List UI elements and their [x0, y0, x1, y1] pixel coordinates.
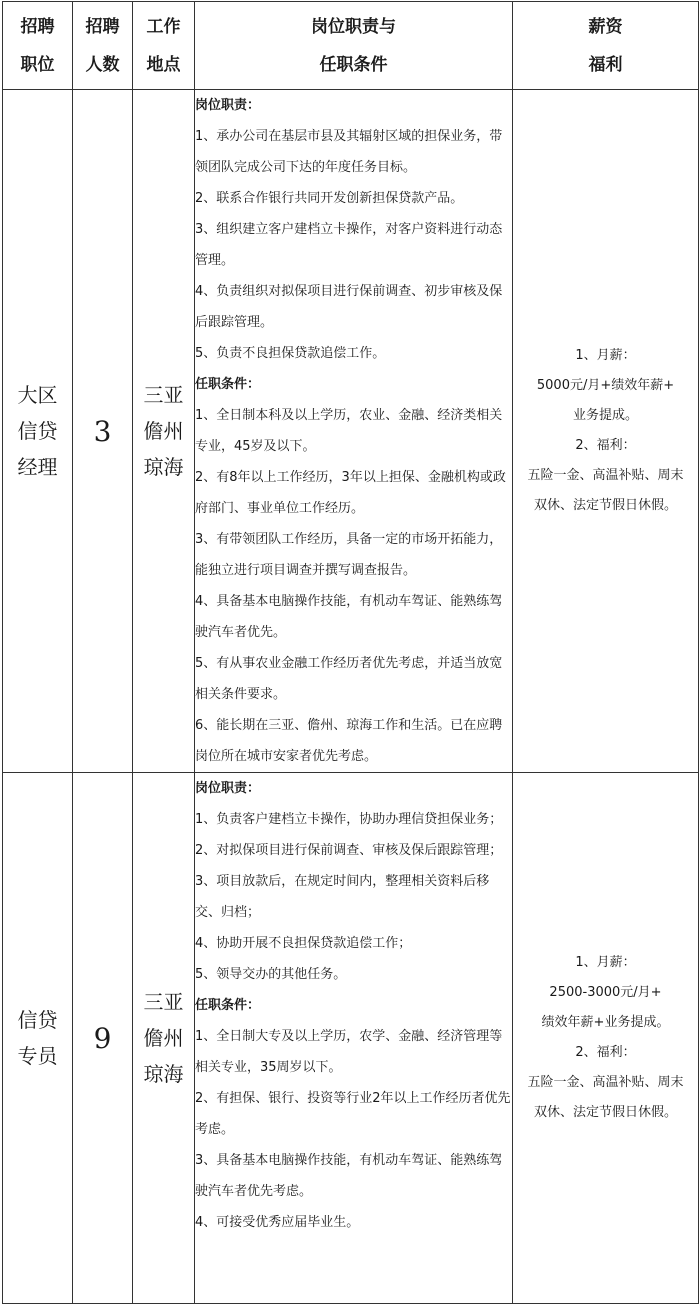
duties-title: 岗位职责： [195, 98, 261, 113]
duty-item: 1、负责客户建档立卡操作，协助办理信贷担保业务； [195, 812, 503, 827]
duty-item: 5、领导交办的其他任务。 [195, 967, 347, 982]
count-cell: 9 [73, 773, 133, 1304]
duty-item: 1、承办公司在基层市县及其辐射区域的担保业务，带领团队完成公司下达的年度任务目标。 [195, 129, 503, 175]
duty-item: 3、项目放款后，在规定时间内，整理相关资料后移交、归档； [195, 874, 490, 920]
header-count: 招聘 人数 [73, 2, 133, 90]
duty-item: 2、联系合作银行共同开发创新担保贷款产品。 [195, 191, 464, 206]
duty-item: 3、组织建立客户建档立卡操作，对客户资料进行动态管理。 [195, 222, 503, 268]
header-duties: 岗位职责与 任职条件 [195, 2, 513, 90]
recruitment-table [2, 1, 699, 1304]
duty-item: 2、对拟保项目进行保前调查、审核及保后跟踪管理； [195, 843, 503, 858]
requirement-item: 4、可接受优秀应届毕业生。 [195, 1215, 360, 1230]
position-cell: 大区 信贷 经理 [3, 90, 73, 773]
count-cell: 3 [73, 90, 133, 773]
duty-item: 4、负责组织对拟保项目进行保前调查、初步审核及保后跟踪管理。 [195, 284, 503, 330]
location-cell: 三亚 儋州 琼海 [133, 773, 195, 1304]
duties-title: 岗位职责： [195, 781, 261, 796]
requirement-item: 4、具备基本电脑操作技能，有机动车驾证、能熟练驾驶汽车者优先。 [195, 594, 503, 640]
requirement-item: 1、全日制大专及以上学历，农学、金融、经济管理等相关专业，35周岁以下。 [195, 1029, 503, 1075]
table-header-row [3, 2, 699, 90]
salary-cell: 1、月薪： 5000元/月+绩效年薪+ 业务提成。 2、福利： 五险一金、高温补贴、周末 双休、法定节假日休假。 [513, 90, 699, 773]
table-row [3, 90, 699, 773]
header-position: 招聘 职位 [3, 2, 73, 90]
location-cell: 三亚 儋州 琼海 [133, 90, 195, 773]
duty-item: 5、负责不良担保贷款追偿工作。 [195, 346, 386, 361]
requirement-item: 2、有担保、银行、投资等行业2年以上工作经历者优先考虑。 [195, 1091, 511, 1137]
duties-cell [195, 90, 513, 773]
requirement-item: 6、能长期在三亚、儋州、琼海工作和生活。已在应聘岗位所在城市安家者优先考虑。 [195, 718, 503, 764]
duties-cell [195, 773, 513, 1304]
header-salary: 薪资 福利 [513, 2, 699, 90]
position-cell: 信贷 专员 [3, 773, 73, 1304]
requirement-item: 3、有带领团队工作经历，具备一定的市场开拓能力，能独立进行项目调查并撰写调查报告。 [195, 532, 503, 578]
table-row [3, 773, 699, 1304]
salary-cell: 1、月薪： 2500-3000元/月+ 绩效年薪+业务提成。 2、福利： 五险一金、高温补贴、周末 双休、法定节假日休假。 [513, 773, 699, 1304]
duty-item: 4、协助开展不良担保贷款追偿工作； [195, 936, 412, 951]
header-location: 工作 地点 [133, 2, 195, 90]
requirement-item: 1、全日制本科及以上学历，农业、金融、经济类相关专业，45岁及以下。 [195, 408, 503, 454]
requirements-title: 任职条件： [195, 377, 261, 392]
requirement-item: 3、具备基本电脑操作技能，有机动车驾证、能熟练驾驶汽车者优先考虑。 [195, 1153, 503, 1199]
requirement-item: 2、有8年以上工作经历，3年以上担保、金融机构或政府部门、事业单位工作经历。 [195, 470, 506, 516]
requirements-title: 任职条件： [195, 998, 261, 1013]
requirement-item: 5、有从事农业金融工作经历者优先考虑，并适当放宽相关条件要求。 [195, 656, 503, 702]
